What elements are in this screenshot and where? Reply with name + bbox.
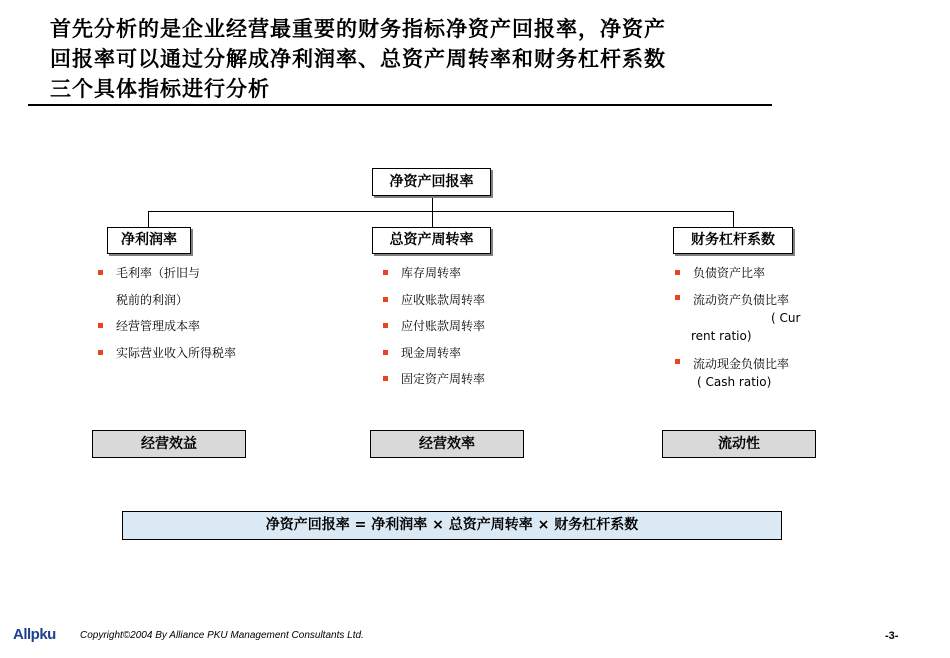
node-net-profit-margin	[107, 227, 191, 254]
list-item	[673, 287, 800, 351]
list-item: 固定资产周转率	[381, 366, 485, 393]
list-item: 应付账款周转率	[381, 313, 485, 340]
category-operating-benefit	[92, 430, 246, 458]
list-item: 库存周转率	[381, 260, 485, 287]
center-bullets	[381, 260, 485, 393]
formula-bar	[122, 511, 782, 540]
category-label: 流动性	[718, 436, 760, 452]
formula-text: 净资产回报率 = 净利润率 × 总资产周转率 × 财务杠杆系数	[265, 517, 639, 533]
company-logo	[13, 626, 56, 643]
list-item-continuation: rent ratio)	[691, 328, 752, 343]
copyright-text: Copyright©2004 By Alliance PKU Management Consultants Ltd.	[80, 630, 364, 641]
list-item-text: 流动现金负债比率	[693, 356, 790, 371]
right-drop	[733, 211, 734, 227]
list-item-continuation: ( Cash ratio)	[697, 374, 772, 389]
list-item-text: 流动资产负债比率	[693, 292, 790, 307]
root-node	[372, 168, 491, 196]
list-item: 毛利率（折旧与	[96, 260, 236, 287]
list-item: 负债资产比率	[673, 260, 800, 287]
list-item: 应收账款周转率	[381, 287, 485, 314]
list-item: 现金周转率	[381, 340, 485, 367]
list-item: 经营管理成本率	[96, 313, 236, 340]
node-label: 财务杠杆系数	[691, 232, 775, 248]
list-item-continuation: ( Cur	[771, 310, 801, 325]
list-item	[673, 351, 800, 397]
category-operating-efficiency	[370, 430, 524, 458]
node-financial-leverage	[673, 227, 793, 254]
node-label: 净利润率	[121, 232, 177, 248]
node-asset-turnover	[372, 227, 491, 254]
logo-text: Allpku	[13, 626, 56, 643]
slide-title	[50, 14, 750, 104]
center-drop	[432, 211, 433, 227]
root-connector	[432, 196, 433, 212]
category-label: 经营效率	[419, 436, 475, 452]
category-label: 经营效益	[141, 436, 197, 452]
list-item-continuation: 税前的利润）	[116, 292, 189, 307]
title-line-2: 回报率可以通过分解成净利润率、总资产周转率和财务杠杆系数	[50, 47, 666, 71]
root-label: 净资产回报率	[389, 174, 474, 190]
list-item: 实际营业收入所得税率	[96, 340, 236, 367]
category-liquidity	[662, 430, 816, 458]
left-bullets	[96, 260, 236, 366]
right-bullets	[673, 260, 800, 397]
title-divider	[28, 104, 772, 106]
page-number: -3-	[885, 630, 899, 642]
node-label: 总资产周转率	[389, 232, 474, 248]
title-line-1: 首先分析的是企业经营最重要的财务指标净资产回报率，净资产	[50, 17, 666, 41]
left-drop	[148, 211, 149, 227]
title-line-3: 三个具体指标进行分析	[50, 77, 270, 101]
branch-connector	[148, 211, 733, 212]
